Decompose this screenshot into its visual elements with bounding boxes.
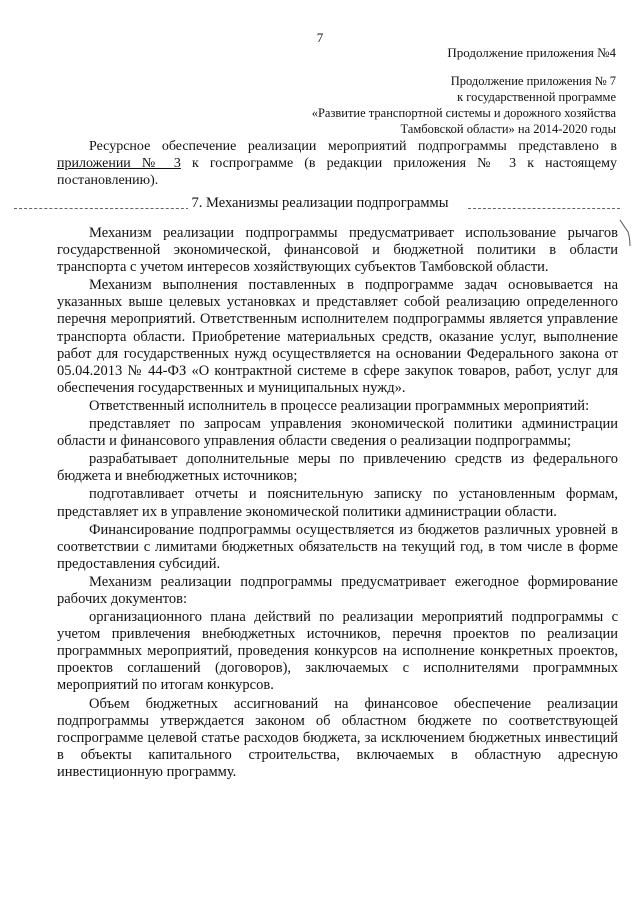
paragraph-financing: Финансирование подпрограммы осуществляется из бюджетов различных уровней в соответствии с лимитами бюджетных обязательств на текущий год, в том числе в форме предоставления субсидий. — [57, 521, 618, 572]
list-item-prepares-reports: подготавливает отчеты и пояснительную записку по установленным формам, представляет их в управление экономической политики администрации области. — [57, 486, 618, 520]
intro-appendix-reference: приложении № 3 — [57, 156, 181, 171]
paragraph-mechanism-overview: Механизм реализации подпрограммы предусматривает использование рычагов государственной экономической, финансовой и бюджетной политики в области транспорта с учетом интересов хозяйствующих субъектов Тамбовской области. — [57, 225, 618, 276]
list-item-organizational-plan: организационного плана действий по реализации мероприятий подпрограммы с учетом привлечения внебюджетных источников, перечня проектов по реализации программных мероприятий, проведения конкурсов на исполнение конкретных проектов, проектов соглашений (договоров), заключаемых с исполнителями программных мероприятий по итогам конкурсов. — [57, 609, 618, 694]
header-line-4: Тамбовской области» на 2014-2020 годы — [400, 122, 616, 136]
intro-text-part1: Ресурсное обеспечение реализации мероприятий подпрограммы представлено в — [89, 139, 617, 154]
header-line-1: Продолжение приложения № 7 — [450, 74, 616, 88]
list-item-additional-measures: разрабатывает дополнительные меры по привлечению средств из федерального бюджета и внебюджетных источников; — [57, 451, 618, 485]
page-number: 7 — [316, 30, 324, 45]
section-title-text: 7. Механизмы реализации подпрограммы — [188, 195, 453, 211]
list-item-reports-on-request: представляет по запросам управления экономической политики администрации области и финансового управления области сведения о реализации подпрограммы; — [57, 416, 618, 450]
intro-text-part2: к госпрограмме (в редакции приложения № 3 к настоящему постановлению). — [57, 156, 617, 188]
paragraph-working-documents: Механизм реализации подпрограммы предусматривает ежегодное формирование рабочих документов: — [57, 573, 618, 607]
continuation-label-app4: Продолжение приложения №4 — [447, 45, 616, 60]
section-body — [57, 225, 618, 781]
intro-paragraph — [57, 138, 617, 189]
pen-mark-icon — [618, 218, 632, 248]
paragraph-budget-allocations: Объем бюджетных ассигнований на финансовое обеспечение реализации подпрограммы утверждается законом об областном бюджете по соответствующей госпрограмме целевой статье расходов бюджета, за исключением бюджетных инвестиций в объекты капитального строительства, включаемых в областную адресную инвестиционную программу. — [57, 695, 618, 780]
paragraph-execution-mechanism: Механизм выполнения поставленных в подпрограмме задач основывается на указанных выше целевых установках и представляет собой реализацию определенного перечня мероприятий. Ответственным исполнителем подпрограммы является управление транспорта области. Приобретение материальных средств, оказание услуг, выполнение работ для государственных нужд осуществляется на основании Федерального закона от 05.04.2013 № 44-ФЗ «О контрактной системе в сфере закупок товаров, работ, услуг для обеспечения государственных и муниципальных нужд». — [57, 277, 618, 396]
header-line-3: «Развитие транспортной системы и дорожного хозяйства — [311, 106, 616, 120]
paragraph-responsible-executor: Ответственный исполнитель в процессе реализации программных мероприятий: — [89, 397, 590, 414]
section-title — [0, 195, 640, 212]
header-line-2: к государственной программе — [457, 90, 616, 104]
